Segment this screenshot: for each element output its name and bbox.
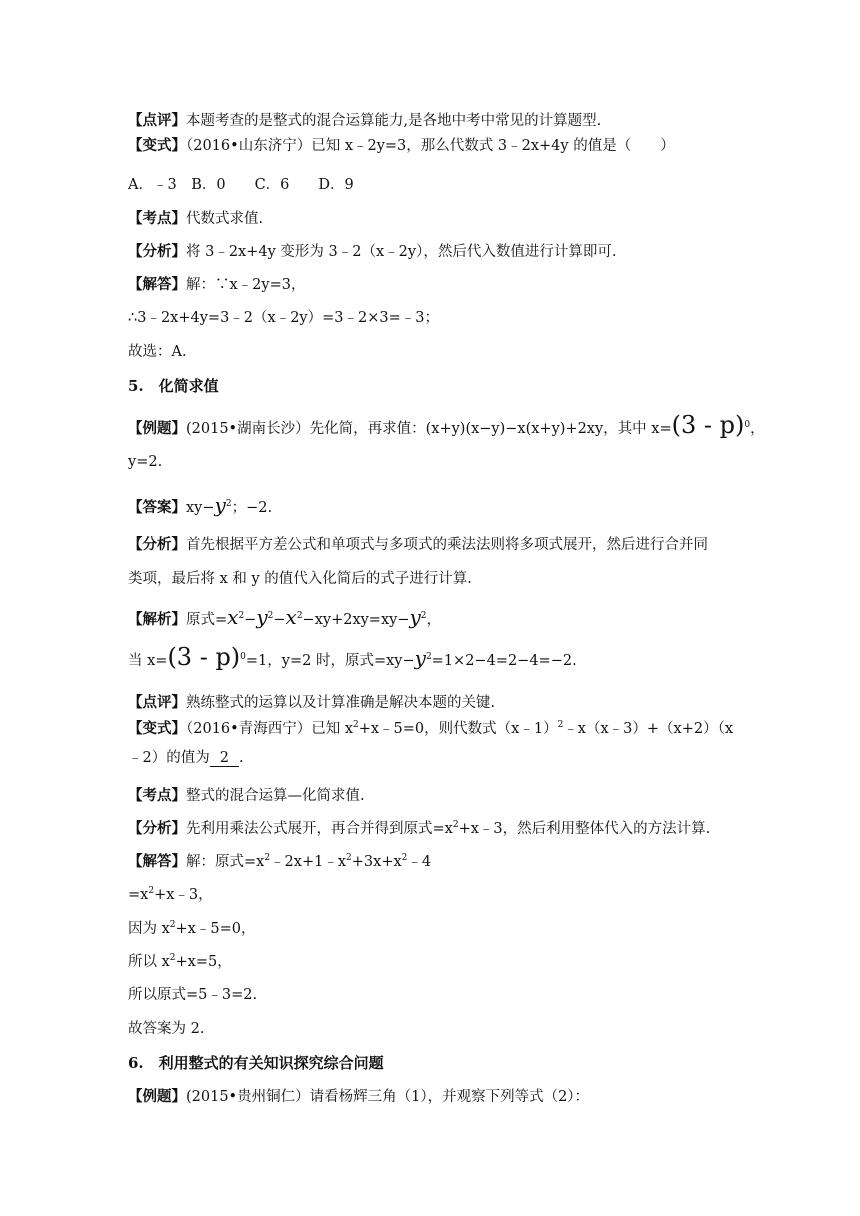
- answer-line: 【答案】$xy-y^2$；−2.: [128, 493, 273, 517]
- analysis-line: 【分析】将 3﹣2x+4y 变形为 3﹣2（x﹣2y），然后代入数值进行计算即可.: [128, 243, 617, 260]
- key-point-line-2: 【考点】整式的混合运算—化简求值.: [128, 787, 365, 804]
- answer-conclusion: 故答案为 2.: [128, 1021, 205, 1037]
- key-point-line: 【考点】代数式求值.: [128, 210, 264, 227]
- comment-line-2: 【点评】熟练整式的运算以及计算准确是解决本题的关键.: [128, 694, 496, 711]
- variant-question-2-cont: ﹣2）的值为 2 .: [128, 750, 244, 766]
- section-heading-6: 6. 利用整式的有关知识探究综合问题: [128, 1054, 384, 1072]
- analysis-line-3: 【分析】先利用乘法公式展开，再合并得到原式$=x^2+x﹣3$，然后利用整体代入的方法计算.: [128, 820, 711, 837]
- example-question: 【例题】(2015•湖南长沙）先化简，再求值：(x+y)(x−y)−x(x+y)+2xy，其中 x=(3 - p)$^0$，: [128, 411, 765, 439]
- variant-question-2: 【变式】（2016•青海西宁）已知 $x^2+x﹣5=0$，则代数式（x﹣1）$^2$﹣x（x﹣3）+（x+2）（x: [128, 720, 734, 737]
- section-heading-5: 5. 化简求值: [128, 377, 219, 395]
- example-question-cont: y=2.: [128, 454, 163, 470]
- choice-line: 故选：A.: [128, 344, 187, 360]
- solution-step-3: 因为 $x^2+x﹣5=0$，: [128, 920, 256, 937]
- variant-question: 【变式】（2016•山东济宁）已知 x﹣2y=3，那么代数式 3﹣2x+4y 的值是（ ）: [128, 137, 675, 154]
- evaluation-line: 当 x=(3 - p)$^0$=1，y=2 时，原式$=xy-y^2=1\times 2-4=2-4=-2$.: [128, 643, 577, 671]
- example-question-2: 【例题】(2015•贵州铜仁）请看杨辉三角（1），并观察下列等式（2）：: [128, 1088, 590, 1105]
- solution-line: 【解答】解：∵x﹣2y=3，: [128, 276, 306, 293]
- answer-blank: 2: [210, 750, 239, 767]
- solution-step-4: 所以 $x^2+x=5$，: [128, 953, 232, 970]
- solution-step-2: $=x^2+x﹣3$，: [128, 886, 213, 903]
- solution-line-2: 【解答】解：原式$=x^2﹣2x+1﹣x^2+3x+x^2﹣4$: [128, 853, 432, 870]
- solution-step: ∴3﹣2x+4y=3﹣2（x﹣2y）=3﹣2×3=﹣3；: [128, 310, 439, 326]
- parse-line: 【解析】原式$=x^2-y^2-x^2-xy+2xy=xy-y^2$，: [128, 605, 442, 629]
- analysis-line-2-cont: 类项，最后将 x 和 y 的值代入化简后的式子进行计算.: [128, 571, 472, 587]
- analysis-line-2: 【分析】首先根据平方差公式和单项式与多项式的乘法法则将多项式展开，然后进行合并同: [128, 536, 708, 553]
- answer-options: A．﹣3 B．0 C．6 D．9: [128, 177, 354, 193]
- comment-line: 【点评】本题考查的是整式的混合运算能力,是各地中考中常见的计算题型.: [128, 112, 602, 129]
- solution-step-5: 所以原式=5﹣3=2.: [128, 987, 258, 1003]
